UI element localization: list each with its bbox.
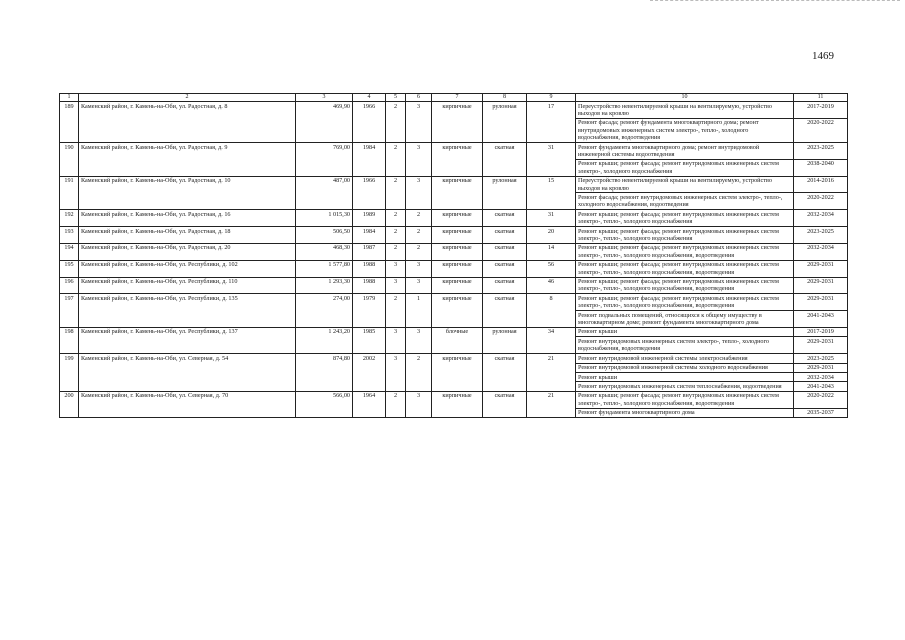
walls-cell: кирпичные bbox=[432, 243, 483, 260]
roof-cell: рулонная bbox=[483, 176, 527, 210]
row-number: 192 bbox=[60, 210, 79, 227]
column-number: 7 bbox=[432, 94, 483, 102]
entrances-cell: 3 bbox=[406, 391, 432, 417]
address-cell: Каменский район, г. Камень-на-Оби, ул. Радостная, д. 10 bbox=[79, 176, 296, 210]
work-period-cell: 2029-2031 bbox=[794, 294, 848, 311]
work-period-cell: 2017-2019 bbox=[794, 327, 848, 336]
work-description-cell: Ремонт внутридомовых инженерных систем теплоснабжения, водоотведения bbox=[576, 382, 794, 391]
column-number: 5 bbox=[386, 94, 406, 102]
table-row bbox=[60, 210, 848, 227]
work-description-cell: Ремонт внутридомовой инженерной системы холодного водоснабжения bbox=[576, 363, 794, 372]
walls-cell: кирпичные bbox=[432, 354, 483, 392]
walls-cell: кирпичные bbox=[432, 210, 483, 227]
address-cell: Каменский район, г. Камень-на-Оби, ул. Республики, д. 137 bbox=[79, 327, 296, 353]
flats-cell: 31 bbox=[527, 210, 576, 227]
row-number: 189 bbox=[60, 102, 79, 143]
table-row bbox=[60, 176, 848, 193]
walls-cell: кирпичные bbox=[432, 260, 483, 277]
floors-cell: 3 bbox=[386, 354, 406, 392]
year-cell: 1984 bbox=[353, 227, 386, 244]
walls-cell: кирпичные bbox=[432, 143, 483, 177]
roof-cell: скатная bbox=[483, 354, 527, 392]
work-period-cell: 2029-2031 bbox=[794, 337, 848, 354]
entrances-cell: 3 bbox=[406, 277, 432, 294]
flats-cell: 15 bbox=[527, 176, 576, 210]
work-description-cell: Ремонт внутридомовой инженерной системы электроснабжения bbox=[576, 354, 794, 363]
row-number: 199 bbox=[60, 354, 79, 392]
row-number: 197 bbox=[60, 294, 79, 328]
flats-cell: 21 bbox=[527, 354, 576, 392]
area-cell: 1 015,30 bbox=[296, 210, 353, 227]
address-cell: Каменский район, г. Камень-на-Оби, ул. Северная, д. 70 bbox=[79, 391, 296, 417]
area-cell: 1 293,30 bbox=[296, 277, 353, 294]
entrances-cell: 3 bbox=[406, 176, 432, 210]
work-period-cell: 2023-2025 bbox=[794, 227, 848, 244]
floors-cell: 2 bbox=[386, 243, 406, 260]
work-period-cell: 2035-2037 bbox=[794, 408, 848, 417]
walls-cell: кирпичные bbox=[432, 227, 483, 244]
address-cell: Каменский район, г. Камень-на-Оби, ул. Республики, д. 110 bbox=[79, 277, 296, 294]
table-row bbox=[60, 327, 848, 336]
column-number: 3 bbox=[296, 94, 353, 102]
work-description-cell: Ремонт крыши bbox=[576, 373, 794, 382]
housing-registry-table bbox=[59, 93, 848, 418]
address-cell: Каменский район, г. Камень-на-Оби, ул. Республики, д. 102 bbox=[79, 260, 296, 277]
table-row bbox=[60, 260, 848, 277]
roof-cell: рулонная bbox=[483, 327, 527, 353]
row-number: 193 bbox=[60, 227, 79, 244]
flats-cell: 20 bbox=[527, 227, 576, 244]
flats-cell: 46 bbox=[527, 277, 576, 294]
address-cell: Каменский район, г. Камень-на-Оби, ул. Республики, д. 135 bbox=[79, 294, 296, 328]
table-row bbox=[60, 102, 848, 119]
area-cell: 469,90 bbox=[296, 102, 353, 143]
entrances-cell: 2 bbox=[406, 210, 432, 227]
table-row bbox=[60, 227, 848, 244]
area-cell: 274,00 bbox=[296, 294, 353, 328]
work-period-cell: 2041-2043 bbox=[794, 382, 848, 391]
year-cell: 2002 bbox=[353, 354, 386, 392]
flats-cell: 14 bbox=[527, 243, 576, 260]
entrances-cell: 2 bbox=[406, 243, 432, 260]
row-number: 191 bbox=[60, 176, 79, 210]
entrances-cell: 2 bbox=[406, 354, 432, 392]
work-description-cell: Ремонт подвальных помещений, относящихся к общему имуществу в многоквартирном доме; ремонт фундамента многоквартирного дома bbox=[576, 311, 794, 328]
work-description-cell: Ремонт крыши; ремонт фасада; ремонт внутридомовых инженерных систем электро-, тепло-, холодного водоснабжения, водоотведения bbox=[576, 243, 794, 260]
walls-cell: блочные bbox=[432, 327, 483, 353]
work-description-cell: Ремонт крыши; ремонт фасада; ремонт внутридомовых инженерных систем электро-, тепло-, холодного водоснабжения bbox=[576, 227, 794, 244]
floors-cell: 2 bbox=[386, 391, 406, 417]
floors-cell: 3 bbox=[386, 277, 406, 294]
work-period-cell: 2014-2016 bbox=[794, 176, 848, 193]
work-description-cell: Ремонт фасада; ремонт внутридомовых инженерных систем электро-, тепло-, холодного водоснабжения, водоотведения bbox=[576, 193, 794, 210]
walls-cell: кирпичные bbox=[432, 277, 483, 294]
row-number: 196 bbox=[60, 277, 79, 294]
floors-cell: 2 bbox=[386, 176, 406, 210]
year-cell: 1984 bbox=[353, 143, 386, 177]
address-cell: Каменский район, г. Камень-на-Оби, ул. Северная, д. 54 bbox=[79, 354, 296, 392]
column-number: 6 bbox=[406, 94, 432, 102]
work-period-cell: 2020-2022 bbox=[794, 118, 848, 142]
entrances-cell: 3 bbox=[406, 327, 432, 353]
address-cell: Каменский район, г. Камень-на-Оби, ул. Радостная, д. 18 bbox=[79, 227, 296, 244]
work-period-cell: 2017-2019 bbox=[794, 102, 848, 119]
area-cell: 1 577,80 bbox=[296, 260, 353, 277]
walls-cell: кирпичные bbox=[432, 102, 483, 143]
entrances-cell: 1 bbox=[406, 294, 432, 328]
floors-cell: 3 bbox=[386, 260, 406, 277]
entrances-cell: 3 bbox=[406, 260, 432, 277]
work-description-cell: Ремонт крыши; ремонт фасада; ремонт внутридомовых инженерных систем электро-, холодного водоснабжения bbox=[576, 159, 794, 176]
area-cell: 468,30 bbox=[296, 243, 353, 260]
roof-cell: скатная bbox=[483, 294, 527, 328]
table-row bbox=[60, 391, 848, 408]
row-number: 200 bbox=[60, 391, 79, 417]
area-cell: 506,50 bbox=[296, 227, 353, 244]
work-period-cell: 2032-2034 bbox=[794, 210, 848, 227]
walls-cell: кирпичные bbox=[432, 294, 483, 328]
year-cell: 1964 bbox=[353, 391, 386, 417]
floors-cell: 2 bbox=[386, 227, 406, 244]
work-description-cell: Переустройство невентилируемой крыши на вентилируемую, устройство выходов на кровлю bbox=[576, 176, 794, 193]
roof-cell: скатная bbox=[483, 260, 527, 277]
table-row bbox=[60, 354, 848, 363]
work-period-cell: 2029-2031 bbox=[794, 260, 848, 277]
flats-cell: 56 bbox=[527, 260, 576, 277]
scan-edge-marks bbox=[650, 0, 900, 3]
work-description-cell: Ремонт крыши; ремонт фасада; ремонт внутридомовых инженерных систем электро-, тепло-, холодного водоснабжения, водоотведения bbox=[576, 294, 794, 311]
floors-cell: 2 bbox=[386, 210, 406, 227]
flats-cell: 8 bbox=[527, 294, 576, 328]
year-cell: 1979 bbox=[353, 294, 386, 328]
roof-cell: скатная bbox=[483, 143, 527, 177]
year-cell: 1966 bbox=[353, 102, 386, 143]
roof-cell: скатная bbox=[483, 243, 527, 260]
work-period-cell: 2029-2031 bbox=[794, 363, 848, 372]
registry-body bbox=[60, 102, 848, 418]
row-number: 198 bbox=[60, 327, 79, 353]
work-description-cell: Ремонт крыши; ремонт фасада; ремонт внутридомовых инженерных систем электро-, тепло-, холодного водоснабжения, водоотведения bbox=[576, 277, 794, 294]
entrances-cell: 3 bbox=[406, 102, 432, 143]
flats-cell: 21 bbox=[527, 391, 576, 417]
column-number: 2 bbox=[79, 94, 296, 102]
floors-cell: 3 bbox=[386, 327, 406, 353]
address-cell: Каменский район, г. Камень-на-Оби, ул. Радостная, д. 9 bbox=[79, 143, 296, 177]
area-cell: 487,00 bbox=[296, 176, 353, 210]
address-cell: Каменский район, г. Камень-на-Оби, ул. Радостная, д. 8 bbox=[79, 102, 296, 143]
floors-cell: 2 bbox=[386, 143, 406, 177]
work-period-cell: 2041-2043 bbox=[794, 311, 848, 328]
year-cell: 1988 bbox=[353, 260, 386, 277]
column-number: 11 bbox=[794, 94, 848, 102]
table-row bbox=[60, 143, 848, 160]
work-description-cell: Ремонт крыши; ремонт фасада; ремонт внутридомовых инженерных систем электро-, тепло-, холодного водоснабжения bbox=[576, 210, 794, 227]
area-cell: 874,80 bbox=[296, 354, 353, 392]
year-cell: 1989 bbox=[353, 210, 386, 227]
work-period-cell: 2023-2025 bbox=[794, 143, 848, 160]
work-description-cell: Ремонт фасада; ремонт фундамента многоквартирного дома; ремонт внутридомовых инженерных систем электро-, тепло-, холодного водоснабжения, водоотведения bbox=[576, 118, 794, 142]
work-period-cell: 2032-2034 bbox=[794, 243, 848, 260]
floors-cell: 2 bbox=[386, 102, 406, 143]
work-description-cell: Ремонт внутридомовых инженерных систем электро-, тепло-, холодного водоснабжения, водоотведения bbox=[576, 337, 794, 354]
roof-cell: скатная bbox=[483, 391, 527, 417]
table-row bbox=[60, 243, 848, 260]
floors-cell: 2 bbox=[386, 294, 406, 328]
work-period-cell: 2020-2022 bbox=[794, 391, 848, 408]
work-period-cell: 2038-2040 bbox=[794, 159, 848, 176]
walls-cell: кирпичные bbox=[432, 391, 483, 417]
area-cell: 1 243,20 bbox=[296, 327, 353, 353]
year-cell: 1985 bbox=[353, 327, 386, 353]
area-cell: 769,00 bbox=[296, 143, 353, 177]
roof-cell: скатная bbox=[483, 210, 527, 227]
work-description-cell: Переустройство невентилируемой крыши на вентилируемую, устройство выходов на кровлю bbox=[576, 102, 794, 119]
year-cell: 1988 bbox=[353, 277, 386, 294]
work-period-cell: 2020-2022 bbox=[794, 193, 848, 210]
row-number: 190 bbox=[60, 143, 79, 177]
row-number: 194 bbox=[60, 243, 79, 260]
work-period-cell: 2029-2031 bbox=[794, 277, 848, 294]
row-number: 195 bbox=[60, 260, 79, 277]
work-description-cell: Ремонт крыши; ремонт фасада; ремонт внутридомовых инженерных систем электро-, тепло-, холодного водоснабжения, водоотведения bbox=[576, 391, 794, 408]
work-period-cell: 2032-2034 bbox=[794, 373, 848, 382]
roof-cell: рулонная bbox=[483, 102, 527, 143]
flats-cell: 17 bbox=[527, 102, 576, 143]
flats-cell: 31 bbox=[527, 143, 576, 177]
entrances-cell: 2 bbox=[406, 227, 432, 244]
address-cell: Каменский район, г. Камень-на-Оби, ул. Радостная, д. 20 bbox=[79, 243, 296, 260]
roof-cell: скатная bbox=[483, 277, 527, 294]
work-period-cell: 2023-2025 bbox=[794, 354, 848, 363]
flats-cell: 34 bbox=[527, 327, 576, 353]
column-number: 8 bbox=[483, 94, 527, 102]
work-description-cell: Ремонт крыши; ремонт фасада; ремонт внутридомовых инженерных систем электро-, тепло-, холодного водоснабжения, водоотведения bbox=[576, 260, 794, 277]
year-cell: 1987 bbox=[353, 243, 386, 260]
walls-cell: кирпичные bbox=[432, 176, 483, 210]
roof-cell: скатная bbox=[483, 227, 527, 244]
entrances-cell: 3 bbox=[406, 143, 432, 177]
table-row bbox=[60, 277, 848, 294]
table-row bbox=[60, 294, 848, 311]
area-cell: 566,00 bbox=[296, 391, 353, 417]
column-number: 9 bbox=[527, 94, 576, 102]
column-number: 4 bbox=[353, 94, 386, 102]
work-description-cell: Ремонт фундамента многоквартирного дома bbox=[576, 408, 794, 417]
column-number-row bbox=[60, 94, 848, 102]
work-description-cell: Ремонт фундамента многоквартирного дома; ремонт внутридомовой инженерной системы водоотведения bbox=[576, 143, 794, 160]
work-description-cell: Ремонт крыши bbox=[576, 327, 794, 336]
address-cell: Каменский район, г. Камень-на-Оби, ул. Радостная, д. 16 bbox=[79, 210, 296, 227]
column-number: 1 bbox=[60, 94, 79, 102]
page-number: 1469 bbox=[812, 50, 834, 62]
column-number: 10 bbox=[576, 94, 794, 102]
year-cell: 1966 bbox=[353, 176, 386, 210]
